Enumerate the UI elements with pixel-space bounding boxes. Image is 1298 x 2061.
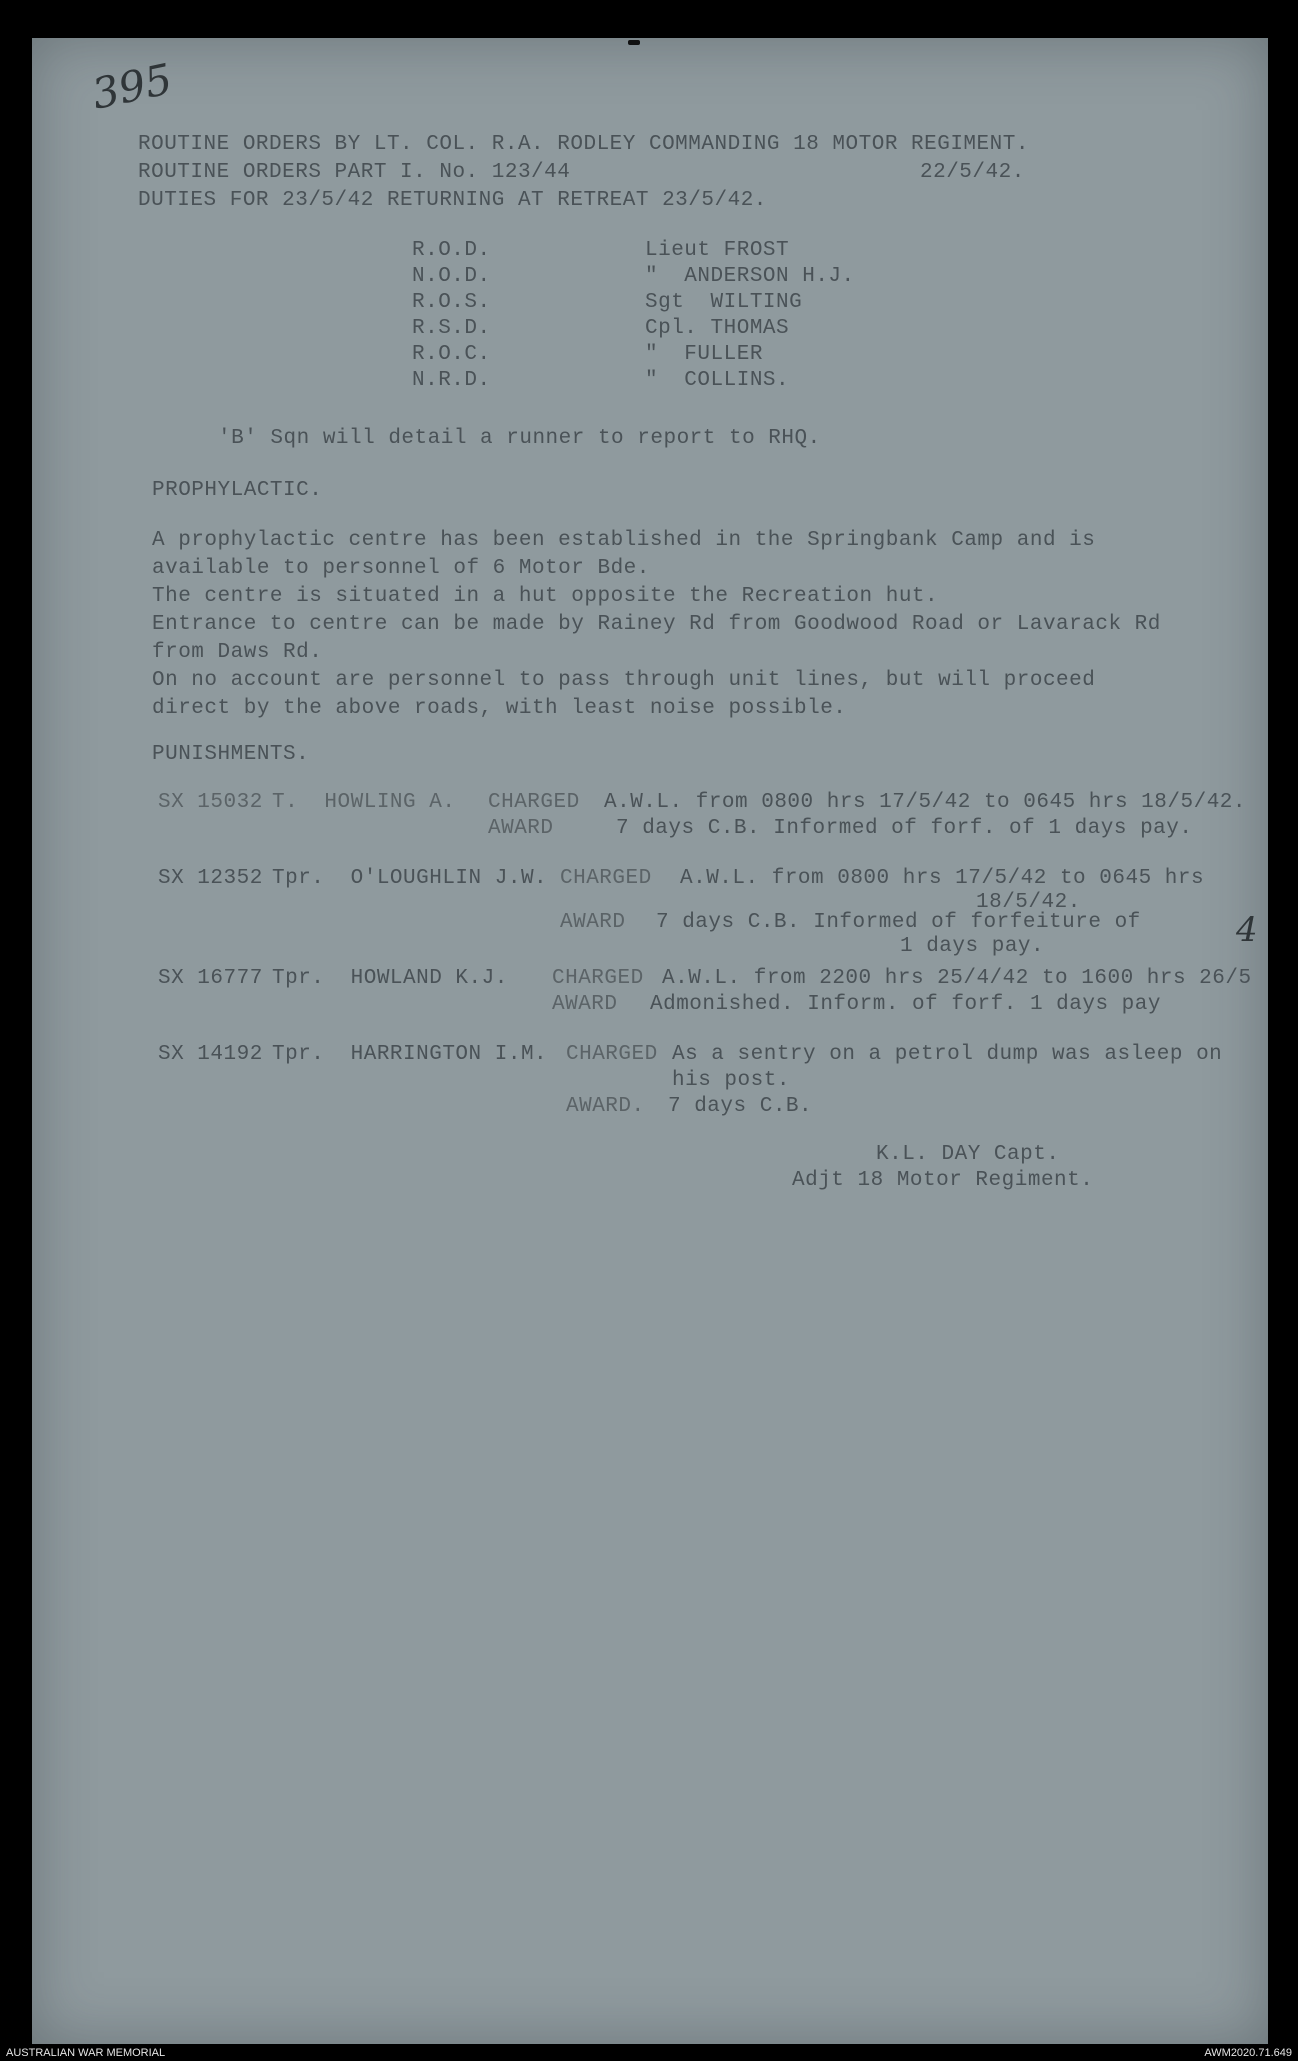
entry-text: A.W.L. from 2200 hrs 25/4/42 to 1600 hrs 26/5 bbox=[662, 967, 1252, 990]
duty-name: Lieut FROST bbox=[645, 239, 790, 262]
paragraph-line: direct by the above roads, with least noise possible. bbox=[152, 697, 847, 720]
paragraph-line: available to personnel of 6 Motor Bde. bbox=[152, 557, 650, 580]
handwritten-margin-digit: 4 bbox=[1236, 910, 1258, 950]
duty-role: R.O.C. bbox=[412, 343, 491, 366]
paragraph-line: A prophylactic centre has been established in the Springbank Camp and is bbox=[152, 529, 1096, 552]
duty-name: Sgt WILTING bbox=[645, 291, 803, 314]
orders-date: 22/5/42. bbox=[920, 161, 1025, 184]
entry-label: AWARD bbox=[552, 993, 618, 1016]
paragraph-line: On no account are personnel to pass through unit lines, but will proceed bbox=[152, 669, 1096, 692]
entry-text: his post. bbox=[672, 1069, 790, 1092]
entry-text: As a sentry on a petrol dump was asleep on bbox=[672, 1043, 1223, 1066]
handwritten-corner-number: 395 bbox=[87, 54, 177, 119]
entry-label: CHARGED bbox=[552, 967, 644, 990]
entry-text: 18/5/42. bbox=[976, 891, 1081, 914]
orders-title: ROUTINE ORDERS BY LT. COL. R.A. RODLEY COMMANDING 18 MOTOR REGIMENT. bbox=[138, 133, 1029, 156]
paragraph-line: Entrance to centre can be made by Rainey Rd from Goodwood Road or Lavarack Rd bbox=[152, 613, 1161, 636]
soldier-name: Tpr. HOWLAND K.J. bbox=[272, 967, 508, 990]
entry-label: AWARD bbox=[488, 817, 554, 840]
entry-label: CHARGED bbox=[566, 1043, 658, 1066]
duty-role: R.S.D. bbox=[412, 317, 491, 340]
entry-label: CHARGED bbox=[560, 867, 652, 890]
orders-part-line: ROUTINE ORDERS PART I. No. 123/44 bbox=[138, 161, 571, 184]
entry-text: A.W.L. from 0800 hrs 17/5/42 to 0645 hrs bbox=[680, 867, 1205, 890]
entry-text: A.W.L. from 0800 hrs 17/5/42 to 0645 hrs 18/5/42. bbox=[604, 791, 1247, 814]
prophylactic-heading: PROPHYLACTIC. bbox=[152, 479, 323, 502]
duty-role: N.R.D. bbox=[412, 369, 491, 392]
soldier-name: T. HOWLING A. bbox=[272, 791, 456, 814]
signature-title: Adjt 18 Motor Regiment. bbox=[792, 1169, 1094, 1192]
signature-name: K.L. DAY Capt. bbox=[876, 1143, 1060, 1166]
service-number: SX 15032 bbox=[158, 791, 263, 814]
service-number: SX 12352 bbox=[158, 867, 263, 890]
service-number: SX 16777 bbox=[158, 967, 263, 990]
duty-role: N.O.D. bbox=[412, 265, 491, 288]
punch-mark bbox=[628, 40, 640, 45]
soldier-name: Tpr. HARRINGTON I.M. bbox=[272, 1043, 548, 1066]
punishments-heading: PUNISHMENTS. bbox=[152, 743, 310, 766]
entry-text: 7 days C.B. Informed of forf. of 1 days pay. bbox=[616, 817, 1193, 840]
entry-label: AWARD. bbox=[566, 1095, 645, 1118]
entry-label: AWARD bbox=[560, 911, 626, 934]
entry-label: CHARGED bbox=[488, 791, 580, 814]
duty-name: " FULLER bbox=[645, 343, 763, 366]
duty-role: R.O.S. bbox=[412, 291, 491, 314]
footer-credit: AUSTRALIAN WAR MEMORIAL bbox=[6, 2047, 166, 2059]
service-number: SX 14192 bbox=[158, 1043, 263, 1066]
entry-text: 7 days C.B. bbox=[668, 1095, 813, 1118]
paragraph-line: The centre is situated in a hut opposite the Recreation hut. bbox=[152, 585, 939, 608]
runner-note: 'B' Sqn will detail a runner to report to RHQ. bbox=[218, 427, 821, 450]
duty-name: " ANDERSON H.J. bbox=[645, 265, 855, 288]
entry-text: 1 days pay. bbox=[900, 935, 1045, 958]
paragraph-line: from Daws Rd. bbox=[152, 641, 323, 664]
duty-role: R.O.D. bbox=[412, 239, 491, 262]
footer-accession-number: AWM2020.71.649 bbox=[1204, 2047, 1292, 2059]
duty-name: Cpl. THOMAS bbox=[645, 317, 790, 340]
entry-text: Admonished. Inform. of forf. 1 days pay bbox=[650, 993, 1161, 1016]
duties-line: DUTIES FOR 23/5/42 RETURNING AT RETREAT 23/5/42. bbox=[138, 189, 767, 212]
duty-name: " COLLINS. bbox=[645, 369, 790, 392]
entry-text: 7 days C.B. Informed of forfeiture of bbox=[656, 911, 1141, 934]
soldier-name: Tpr. O'LOUGHLIN J.W. bbox=[272, 867, 548, 890]
